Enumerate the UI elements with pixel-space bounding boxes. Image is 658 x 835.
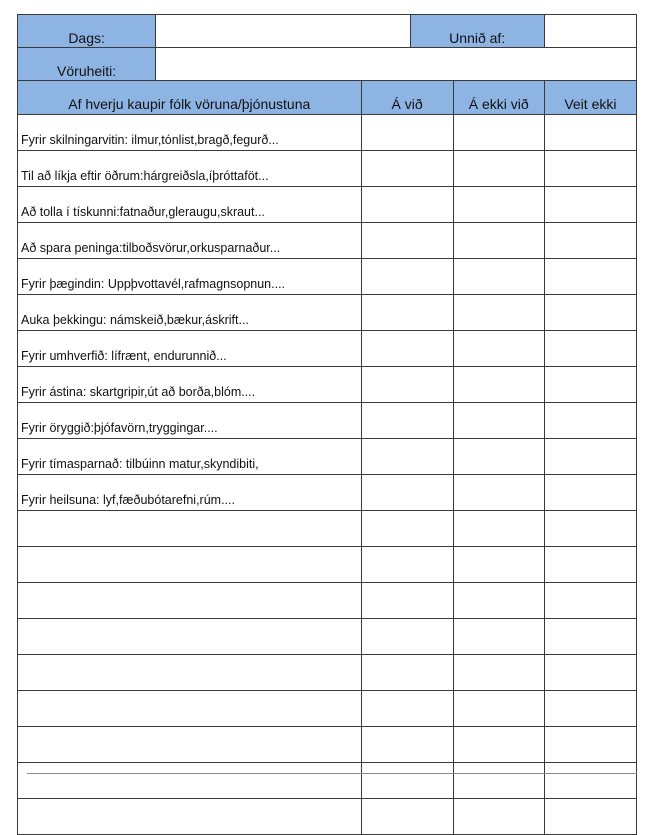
reason-cell: Til að líkja eftir öðrum:hárgreiðsla,íþróttaföt... — [18, 151, 362, 187]
applies-cell[interactable] — [361, 511, 453, 547]
column-header-dont-know: Veit ekki — [544, 81, 636, 115]
dont-know-cell[interactable] — [544, 763, 636, 799]
author-label: Unnið af: — [410, 15, 544, 48]
not-applies-cell[interactable] — [453, 115, 544, 151]
reason-cell — [18, 655, 362, 691]
table-row — [18, 295, 637, 331]
column-header-question: Af hverju kaupir fólk vöruna/þjónustuna — [18, 81, 362, 115]
dont-know-cell[interactable] — [544, 151, 636, 187]
not-applies-cell[interactable] — [453, 403, 544, 439]
reason-cell: Fyrir þægindin: Uppþvottavél,rafmagnsopnun.... — [18, 259, 362, 295]
table-row — [18, 367, 637, 403]
not-applies-cell[interactable] — [453, 799, 544, 835]
table-row — [18, 115, 637, 151]
table-row — [18, 655, 637, 691]
not-applies-cell[interactable] — [453, 151, 544, 187]
applies-cell[interactable] — [361, 547, 453, 583]
reason-cell: Að spara peninga:tilboðsvörur,orkusparnaður... — [18, 223, 362, 259]
applies-cell[interactable] — [361, 583, 453, 619]
table-row — [18, 475, 637, 511]
survey-form — [17, 14, 637, 835]
table-row — [18, 799, 637, 835]
not-applies-cell[interactable] — [453, 583, 544, 619]
reason-cell — [18, 619, 362, 655]
reason-cell — [18, 763, 362, 799]
dont-know-cell[interactable] — [544, 223, 636, 259]
form-table — [17, 14, 637, 835]
not-applies-cell[interactable] — [453, 259, 544, 295]
column-header-applies: Á við — [361, 81, 453, 115]
not-applies-cell[interactable] — [453, 763, 544, 799]
dont-know-cell[interactable] — [544, 475, 636, 511]
table-row — [18, 763, 637, 799]
not-applies-cell[interactable] — [453, 511, 544, 547]
reason-cell — [18, 727, 362, 763]
table-row — [18, 727, 637, 763]
table-row — [18, 439, 637, 475]
applies-cell[interactable] — [361, 115, 453, 151]
dont-know-cell[interactable] — [544, 115, 636, 151]
not-applies-cell[interactable] — [453, 547, 544, 583]
dont-know-cell[interactable] — [544, 655, 636, 691]
table-row — [18, 583, 637, 619]
not-applies-cell[interactable] — [453, 655, 544, 691]
reason-cell — [18, 511, 362, 547]
dont-know-cell[interactable] — [544, 691, 636, 727]
reason-cell: Að tolla í tískunni:fatnaður,gleraugu,skraut... — [18, 187, 362, 223]
table-row — [18, 187, 637, 223]
product-label: Vöruheiti: — [18, 48, 156, 81]
dont-know-cell[interactable] — [544, 583, 636, 619]
applies-cell[interactable] — [361, 619, 453, 655]
applies-cell[interactable] — [361, 727, 453, 763]
date-field[interactable] — [156, 15, 410, 48]
not-applies-cell[interactable] — [453, 367, 544, 403]
dont-know-cell[interactable] — [544, 259, 636, 295]
table-row — [18, 259, 637, 295]
reason-cell — [18, 583, 362, 619]
dont-know-cell[interactable] — [544, 295, 636, 331]
author-field[interactable] — [544, 15, 636, 48]
applies-cell[interactable] — [361, 295, 453, 331]
dont-know-cell[interactable] — [544, 619, 636, 655]
dont-know-cell[interactable] — [544, 511, 636, 547]
applies-cell[interactable] — [361, 763, 453, 799]
header-row-product — [18, 48, 637, 81]
dont-know-cell[interactable] — [544, 403, 636, 439]
reason-cell: Fyrir öryggið:þjófavörn,tryggingar.... — [18, 403, 362, 439]
applies-cell[interactable] — [361, 655, 453, 691]
dont-know-cell[interactable] — [544, 367, 636, 403]
not-applies-cell[interactable] — [453, 619, 544, 655]
reason-cell: Fyrir umhverfið: lífrænt, endurunnið... — [18, 331, 362, 367]
not-applies-cell[interactable] — [453, 331, 544, 367]
reason-cell: Fyrir heilsuna: lyf,fæðubótarefni,rúm.... — [18, 475, 362, 511]
reason-cell: Fyrir tímasparnað: tilbúinn matur,skyndibiti, — [18, 439, 362, 475]
applies-cell[interactable] — [361, 367, 453, 403]
column-header-not-applies: Á ekki við — [453, 81, 544, 115]
dont-know-cell[interactable] — [544, 439, 636, 475]
applies-cell[interactable] — [361, 403, 453, 439]
applies-cell[interactable] — [361, 439, 453, 475]
table-row — [18, 223, 637, 259]
reason-cell — [18, 799, 362, 835]
reason-cell: Fyrir ástina: skartgripir,út að borða,blóm.... — [18, 367, 362, 403]
dont-know-cell[interactable] — [544, 187, 636, 223]
not-applies-cell[interactable] — [453, 295, 544, 331]
product-field[interactable] — [156, 48, 637, 81]
applies-cell[interactable] — [361, 151, 453, 187]
applies-cell[interactable] — [361, 187, 453, 223]
dont-know-cell[interactable] — [544, 799, 636, 835]
table-row — [18, 151, 637, 187]
not-applies-cell[interactable] — [453, 691, 544, 727]
table-row — [18, 511, 637, 547]
not-applies-cell[interactable] — [453, 187, 544, 223]
applies-cell[interactable] — [361, 259, 453, 295]
applies-cell[interactable] — [361, 691, 453, 727]
header-row-date — [18, 15, 637, 48]
dont-know-cell[interactable] — [544, 331, 636, 367]
table-row — [18, 619, 637, 655]
table-row — [18, 331, 637, 367]
reason-cell — [18, 547, 362, 583]
reason-cell: Auka þekkingu: námskeið,bækur,áskrift... — [18, 295, 362, 331]
not-applies-cell[interactable] — [453, 223, 544, 259]
table-row — [18, 403, 637, 439]
applies-cell[interactable] — [361, 223, 453, 259]
table-row — [18, 547, 637, 583]
dont-know-cell[interactable] — [544, 547, 636, 583]
date-label: Dags: — [18, 15, 156, 48]
reason-cell: Fyrir skilningarvitin: ilmur,tónlist,bragð,fegurð... — [18, 115, 362, 151]
not-applies-cell[interactable] — [453, 475, 544, 511]
reason-cell — [18, 691, 362, 727]
column-header-row — [18, 81, 637, 115]
applies-cell[interactable] — [361, 331, 453, 367]
dont-know-cell[interactable] — [544, 727, 636, 763]
applies-cell[interactable] — [361, 799, 453, 835]
not-applies-cell[interactable] — [453, 727, 544, 763]
applies-cell[interactable] — [361, 475, 453, 511]
table-row — [18, 691, 637, 727]
not-applies-cell[interactable] — [453, 439, 544, 475]
